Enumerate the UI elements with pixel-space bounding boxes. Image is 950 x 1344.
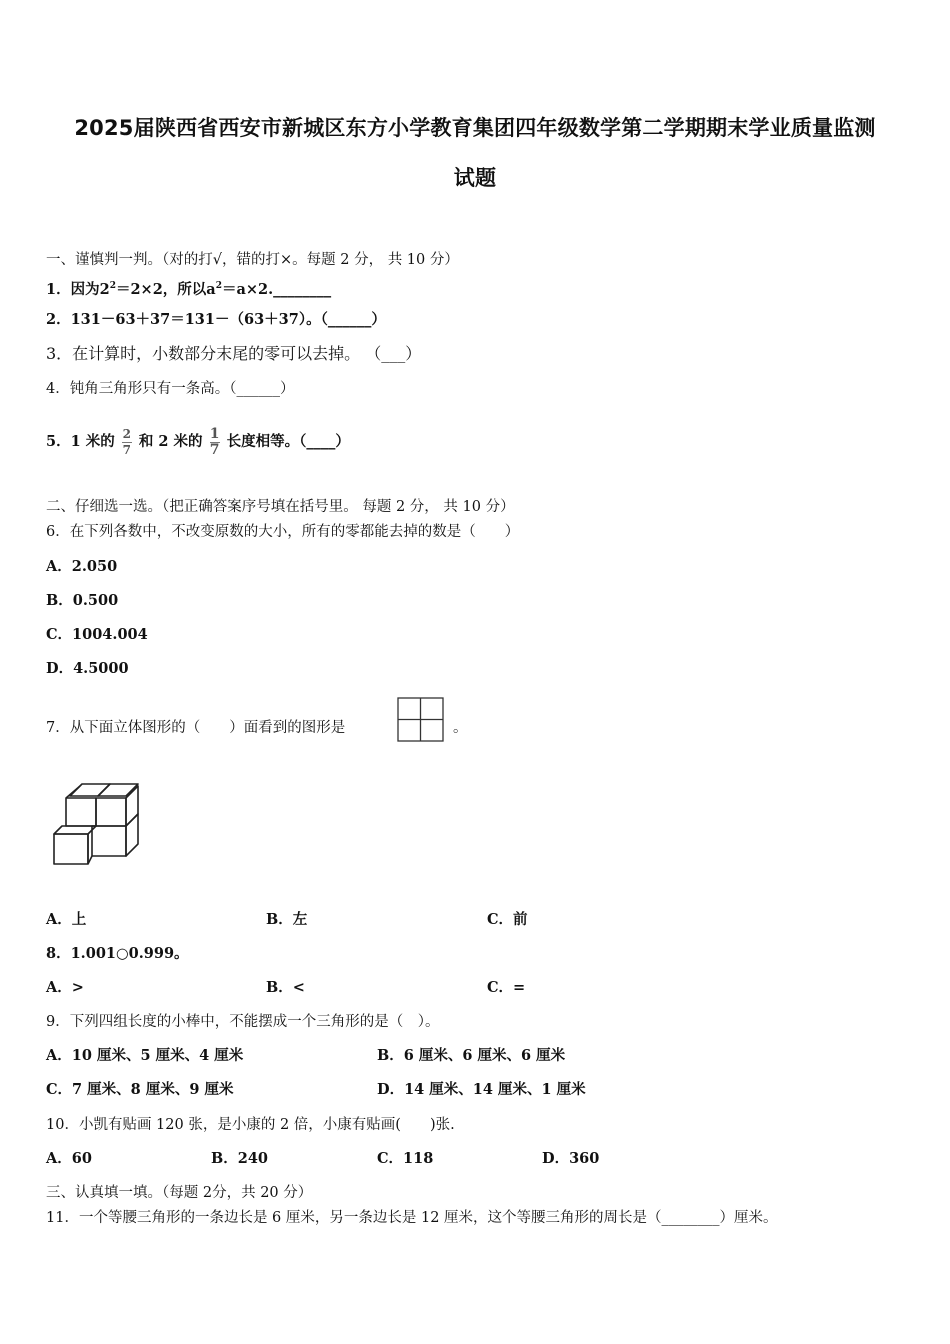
fraction-numerator: 2	[122, 426, 131, 441]
question-2: 2．131－63＋37＝131－（63＋37）。（______）	[46, 311, 386, 328]
q1-suffix: ＝a×2.________	[221, 280, 332, 298]
fraction-2-7	[122, 428, 132, 457]
q8-option-b: B．<	[266, 979, 305, 996]
question-11: 11．一个等腰三角形的一条边长是 6 厘米，另一条边长是 12 厘米，这个等腰三角形的周长是（________）厘米。	[46, 1210, 778, 1226]
q7-text: 7．从下面立体图形的（ ）面看到的图形是	[46, 720, 346, 736]
question-10: 10．小凯有贴画 120 张，是小康的 2 倍，小康有贴画( )张.	[46, 1117, 455, 1133]
q10-option-a: A．60	[46, 1150, 92, 1167]
q6-option-b: B．0.500	[46, 592, 119, 609]
q7-option-c: C．前	[487, 911, 528, 928]
q5-prefix: 5．1 米的	[46, 433, 115, 450]
q10-option-d: D．360	[542, 1150, 600, 1167]
question-4: 4．钝角三角形只有一条高。（______）	[46, 381, 295, 397]
q7-option-b: B．左	[266, 911, 308, 928]
section3-heading: 三、认真填一填。（每题 2分，共 20 分）	[46, 1185, 313, 1201]
question-7	[46, 718, 345, 738]
question-1	[46, 276, 331, 300]
fraction-denominator: 7	[209, 441, 220, 458]
section1-heading: 一、谨慎判一判。（对的打√，错的打×。每题 2 分， 共 10 分）	[46, 252, 459, 268]
q5-middle: 和 2 米的	[138, 433, 203, 450]
q1-base1: 2	[99, 280, 110, 298]
q9-option-d: D．14 厘米、14 厘米、1 厘米	[377, 1081, 586, 1098]
q1-prefix: 1．因为	[46, 280, 100, 298]
cube-stack-figure	[50, 778, 146, 870]
question-8: 8．1.001○0.999。	[46, 945, 189, 962]
q8-option-c: C．=	[487, 979, 526, 996]
q9-option-b: B．6 厘米、6 厘米、6 厘米	[377, 1047, 566, 1064]
q6-option-c: C．1004.004	[46, 626, 148, 643]
page-title: 2025届陕西省西安市新城区东方小学教育集团四年级数学第二学期期末学业质量监测	[74, 116, 876, 140]
q1-superscript: 2	[109, 281, 116, 291]
question-9: 9．下列四组长度的小棒中，不能摆成一个三角形的是（ ）。	[46, 1014, 440, 1030]
q7-suffix: 。	[453, 720, 468, 736]
q7-option-a: A．上	[46, 911, 87, 928]
q5-suffix: 长度相等。（____）	[226, 433, 350, 450]
q1-middle: ＝2×2，所以	[115, 280, 207, 298]
question-6: 6．在下列各数中，不改变原数的大小，所有的零都能去掉的数是（ ）	[46, 524, 520, 540]
q9-option-c: C．7 厘米、8 厘米、9 厘米	[46, 1081, 234, 1098]
q1-superscript2: 2	[215, 281, 222, 291]
page-title-line2: 试题	[453, 166, 497, 190]
fraction-1-7	[209, 425, 220, 458]
fraction-numerator: 1	[209, 425, 220, 442]
two-by-two-grid-icon	[397, 697, 445, 743]
q10-option-c: C．118	[377, 1150, 434, 1167]
q6-option-d: D．4.5000	[46, 660, 129, 677]
section2-heading: 二、仔细选一选。（把正确答案序号填在括号里。 每题 2 分， 共 10 分）	[46, 499, 515, 515]
fraction-denominator: 7	[122, 442, 131, 457]
q1-base2: a	[206, 280, 216, 298]
q10-option-b: B．240	[211, 1150, 269, 1167]
question-5	[46, 422, 350, 462]
q6-option-a: A．2.050	[46, 558, 118, 575]
q8-option-a: A．>	[46, 979, 84, 996]
question-3: 3．在计算时，小数部分末尾的零可以去掉。 （___）	[46, 344, 422, 363]
q9-option-a: A．10 厘米、5 厘米、4 厘米	[46, 1047, 244, 1064]
